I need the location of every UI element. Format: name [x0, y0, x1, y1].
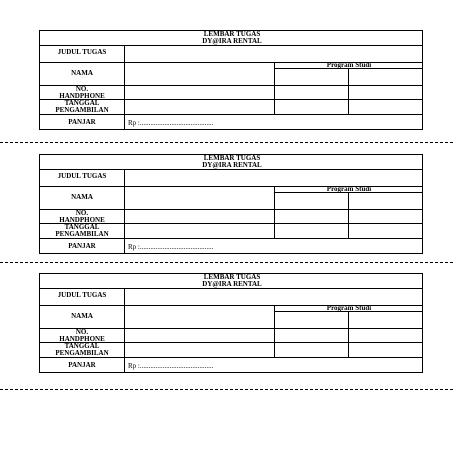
- judul-tugas-label: JUDUL TUGAS: [57, 172, 107, 180]
- task-form-3: [39, 273, 423, 373]
- program-studi-label: Program Studi: [326, 61, 372, 69]
- grid-line: [348, 68, 349, 114]
- form-subtitle: DY@IRA RENTAL: [202, 37, 262, 45]
- no-hp-label-2: HANDPHONE: [59, 92, 105, 100]
- grid-line: [274, 305, 275, 357]
- grid-line: [40, 357, 422, 358]
- judul-tugas-label: JUDUL TUGAS: [57, 291, 107, 299]
- program-studi-label: Program Studi: [326, 185, 372, 193]
- grid-line: [40, 288, 422, 289]
- panjar-amount-field: Rp :..........................................: [128, 362, 214, 370]
- grid-line: [124, 288, 125, 372]
- grid-line: [348, 311, 349, 357]
- cut-line: [0, 262, 453, 263]
- no-hp-label-1: NO.: [75, 209, 89, 217]
- form-subtitle: DY@IRA RENTAL: [202, 280, 262, 288]
- grid-line: [124, 169, 125, 253]
- cut-line: [0, 142, 453, 143]
- tanggal-label-1: TANGGAL: [64, 342, 100, 350]
- grid-line: [124, 45, 125, 129]
- nama-label: NAMA: [71, 69, 93, 77]
- grid-line: [40, 114, 422, 115]
- nama-label: NAMA: [71, 312, 93, 320]
- program-studi-label: Program Studi: [326, 304, 372, 312]
- judul-tugas-label: JUDUL TUGAS: [57, 48, 107, 56]
- grid-line: [40, 169, 422, 170]
- no-hp-label-1: NO.: [75, 328, 89, 336]
- form-title: LEMBAR TUGAS: [203, 273, 261, 281]
- tanggal-label-2: PENGAMBILAN: [55, 106, 109, 114]
- task-form-1: [39, 30, 423, 130]
- grid-line: [274, 62, 275, 114]
- tanggal-label-1: TANGGAL: [64, 223, 100, 231]
- tanggal-label-1: TANGGAL: [64, 99, 100, 107]
- panjar-label: PANJAR: [68, 242, 96, 250]
- nama-label: NAMA: [71, 193, 93, 201]
- panjar-amount-field: Rp :..........................................: [128, 243, 214, 251]
- no-hp-label-2: HANDPHONE: [59, 335, 105, 343]
- grid-line: [274, 186, 275, 238]
- panjar-label: PANJAR: [68, 118, 96, 126]
- no-hp-label-2: HANDPHONE: [59, 216, 105, 224]
- panjar-label: PANJAR: [68, 361, 96, 369]
- grid-line: [40, 238, 422, 239]
- form-title: LEMBAR TUGAS: [203, 154, 261, 162]
- form-title: LEMBAR TUGAS: [203, 30, 261, 38]
- panjar-amount-field: Rp :..........................................: [128, 119, 214, 127]
- task-form-2: [39, 154, 423, 254]
- grid-line: [40, 45, 422, 46]
- grid-line: [348, 192, 349, 238]
- no-hp-label-1: NO.: [75, 85, 89, 93]
- tanggal-label-2: PENGAMBILAN: [55, 230, 109, 238]
- cut-line: [0, 389, 453, 390]
- tanggal-label-2: PENGAMBILAN: [55, 349, 109, 357]
- form-subtitle: DY@IRA RENTAL: [202, 161, 262, 169]
